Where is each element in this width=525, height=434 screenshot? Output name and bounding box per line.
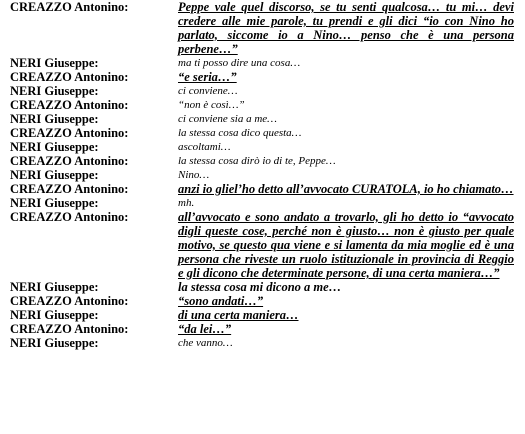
speech-text: che vanno…	[178, 337, 233, 349]
transcript-row	[0, 98, 525, 112]
transcript-row	[0, 154, 525, 168]
speaker-name: NERI Giuseppe:	[10, 336, 99, 350]
speech-text: mh.	[178, 197, 195, 209]
transcript-row	[0, 0, 525, 56]
speech-text: la stessa cosa dirò io di te, Peppe…	[178, 155, 336, 167]
speech-text: “da lei…”	[178, 322, 232, 336]
speech-text: di una certa maniera…	[178, 308, 299, 322]
speech-text: la stessa cosa mi dicono a me…	[178, 280, 342, 294]
speaker-name: NERI Giuseppe:	[10, 84, 99, 98]
speaker-name: CREAZZO Antonino:	[10, 322, 129, 336]
speaker-name: NERI Giuseppe:	[10, 308, 99, 322]
speaker-name: NERI Giuseppe:	[10, 280, 99, 294]
transcript-row	[0, 308, 525, 322]
transcript-row	[0, 182, 525, 196]
transcript-row	[0, 168, 525, 182]
speaker-name: CREAZZO Antonino:	[10, 154, 129, 168]
speech-text: ci conviene sia a me…	[178, 113, 277, 125]
transcript-row	[0, 140, 525, 154]
transcript-row	[0, 336, 525, 350]
transcript-row	[0, 294, 525, 308]
speech-text: allʼavvocato e sono andato a trovarlo, gli ho detto io “avvocato digli queste cose, perché non è giusto… non è giusto per quale motivo, se questo qua viene e si lamenta da mia moglie ed è una persona che riveste un ruolo istituzionale in provincia di Reggio e gli dicono che determinate persone, di una certa maniera…”	[178, 210, 514, 280]
speech-text: la stessa cosa dico questa…	[178, 127, 302, 139]
speaker-name: NERI Giuseppe:	[10, 196, 99, 210]
speech-text: “e seria…”	[178, 70, 237, 84]
transcript-row	[0, 70, 525, 84]
speech-text: Nino…	[178, 169, 210, 181]
speech-text: ci conviene…	[178, 85, 238, 97]
speech-text: Peppe vale quel discorso, se tu senti qualcosa… tu mi… devi credere alle mie parole, tu prendi e gli dici “io con Nino ho parlato, siccome io a Nino… penso che è una persona perbene…”	[178, 0, 514, 56]
transcript-row	[0, 280, 525, 294]
speaker-name: CREAZZO Antonino:	[10, 182, 129, 196]
transcript-row	[0, 322, 525, 336]
transcript-row	[0, 196, 525, 210]
speaker-name: NERI Giuseppe:	[10, 56, 99, 70]
transcript-row	[0, 112, 525, 126]
speech-text: ascoltami…	[178, 141, 231, 153]
speaker-name: CREAZZO Antonino:	[10, 70, 129, 84]
speech-text: “sono andati…”	[178, 294, 264, 308]
speaker-name: CREAZZO Antonino:	[10, 0, 129, 14]
transcript-row	[0, 56, 525, 70]
speaker-name: CREAZZO Antonino:	[10, 98, 129, 112]
speaker-name: CREAZZO Antonino:	[10, 126, 129, 140]
speaker-name: CREAZZO Antonino:	[10, 210, 129, 224]
speech-text: anzi io glielʼho detto allʼavvocato CURATOLA, io ho chiamato…	[178, 182, 514, 196]
speaker-name: NERI Giuseppe:	[10, 168, 99, 182]
speaker-name: NERI Giuseppe:	[10, 112, 99, 126]
speech-text: ma ti posso dire una cosa…	[178, 57, 301, 69]
transcript-row	[0, 210, 525, 280]
transcript-row	[0, 84, 525, 98]
speaker-name: CREAZZO Antonino:	[10, 294, 129, 308]
speaker-name: NERI Giuseppe:	[10, 140, 99, 154]
speech-text: “non è così…”	[178, 99, 245, 111]
transcript-row	[0, 126, 525, 140]
